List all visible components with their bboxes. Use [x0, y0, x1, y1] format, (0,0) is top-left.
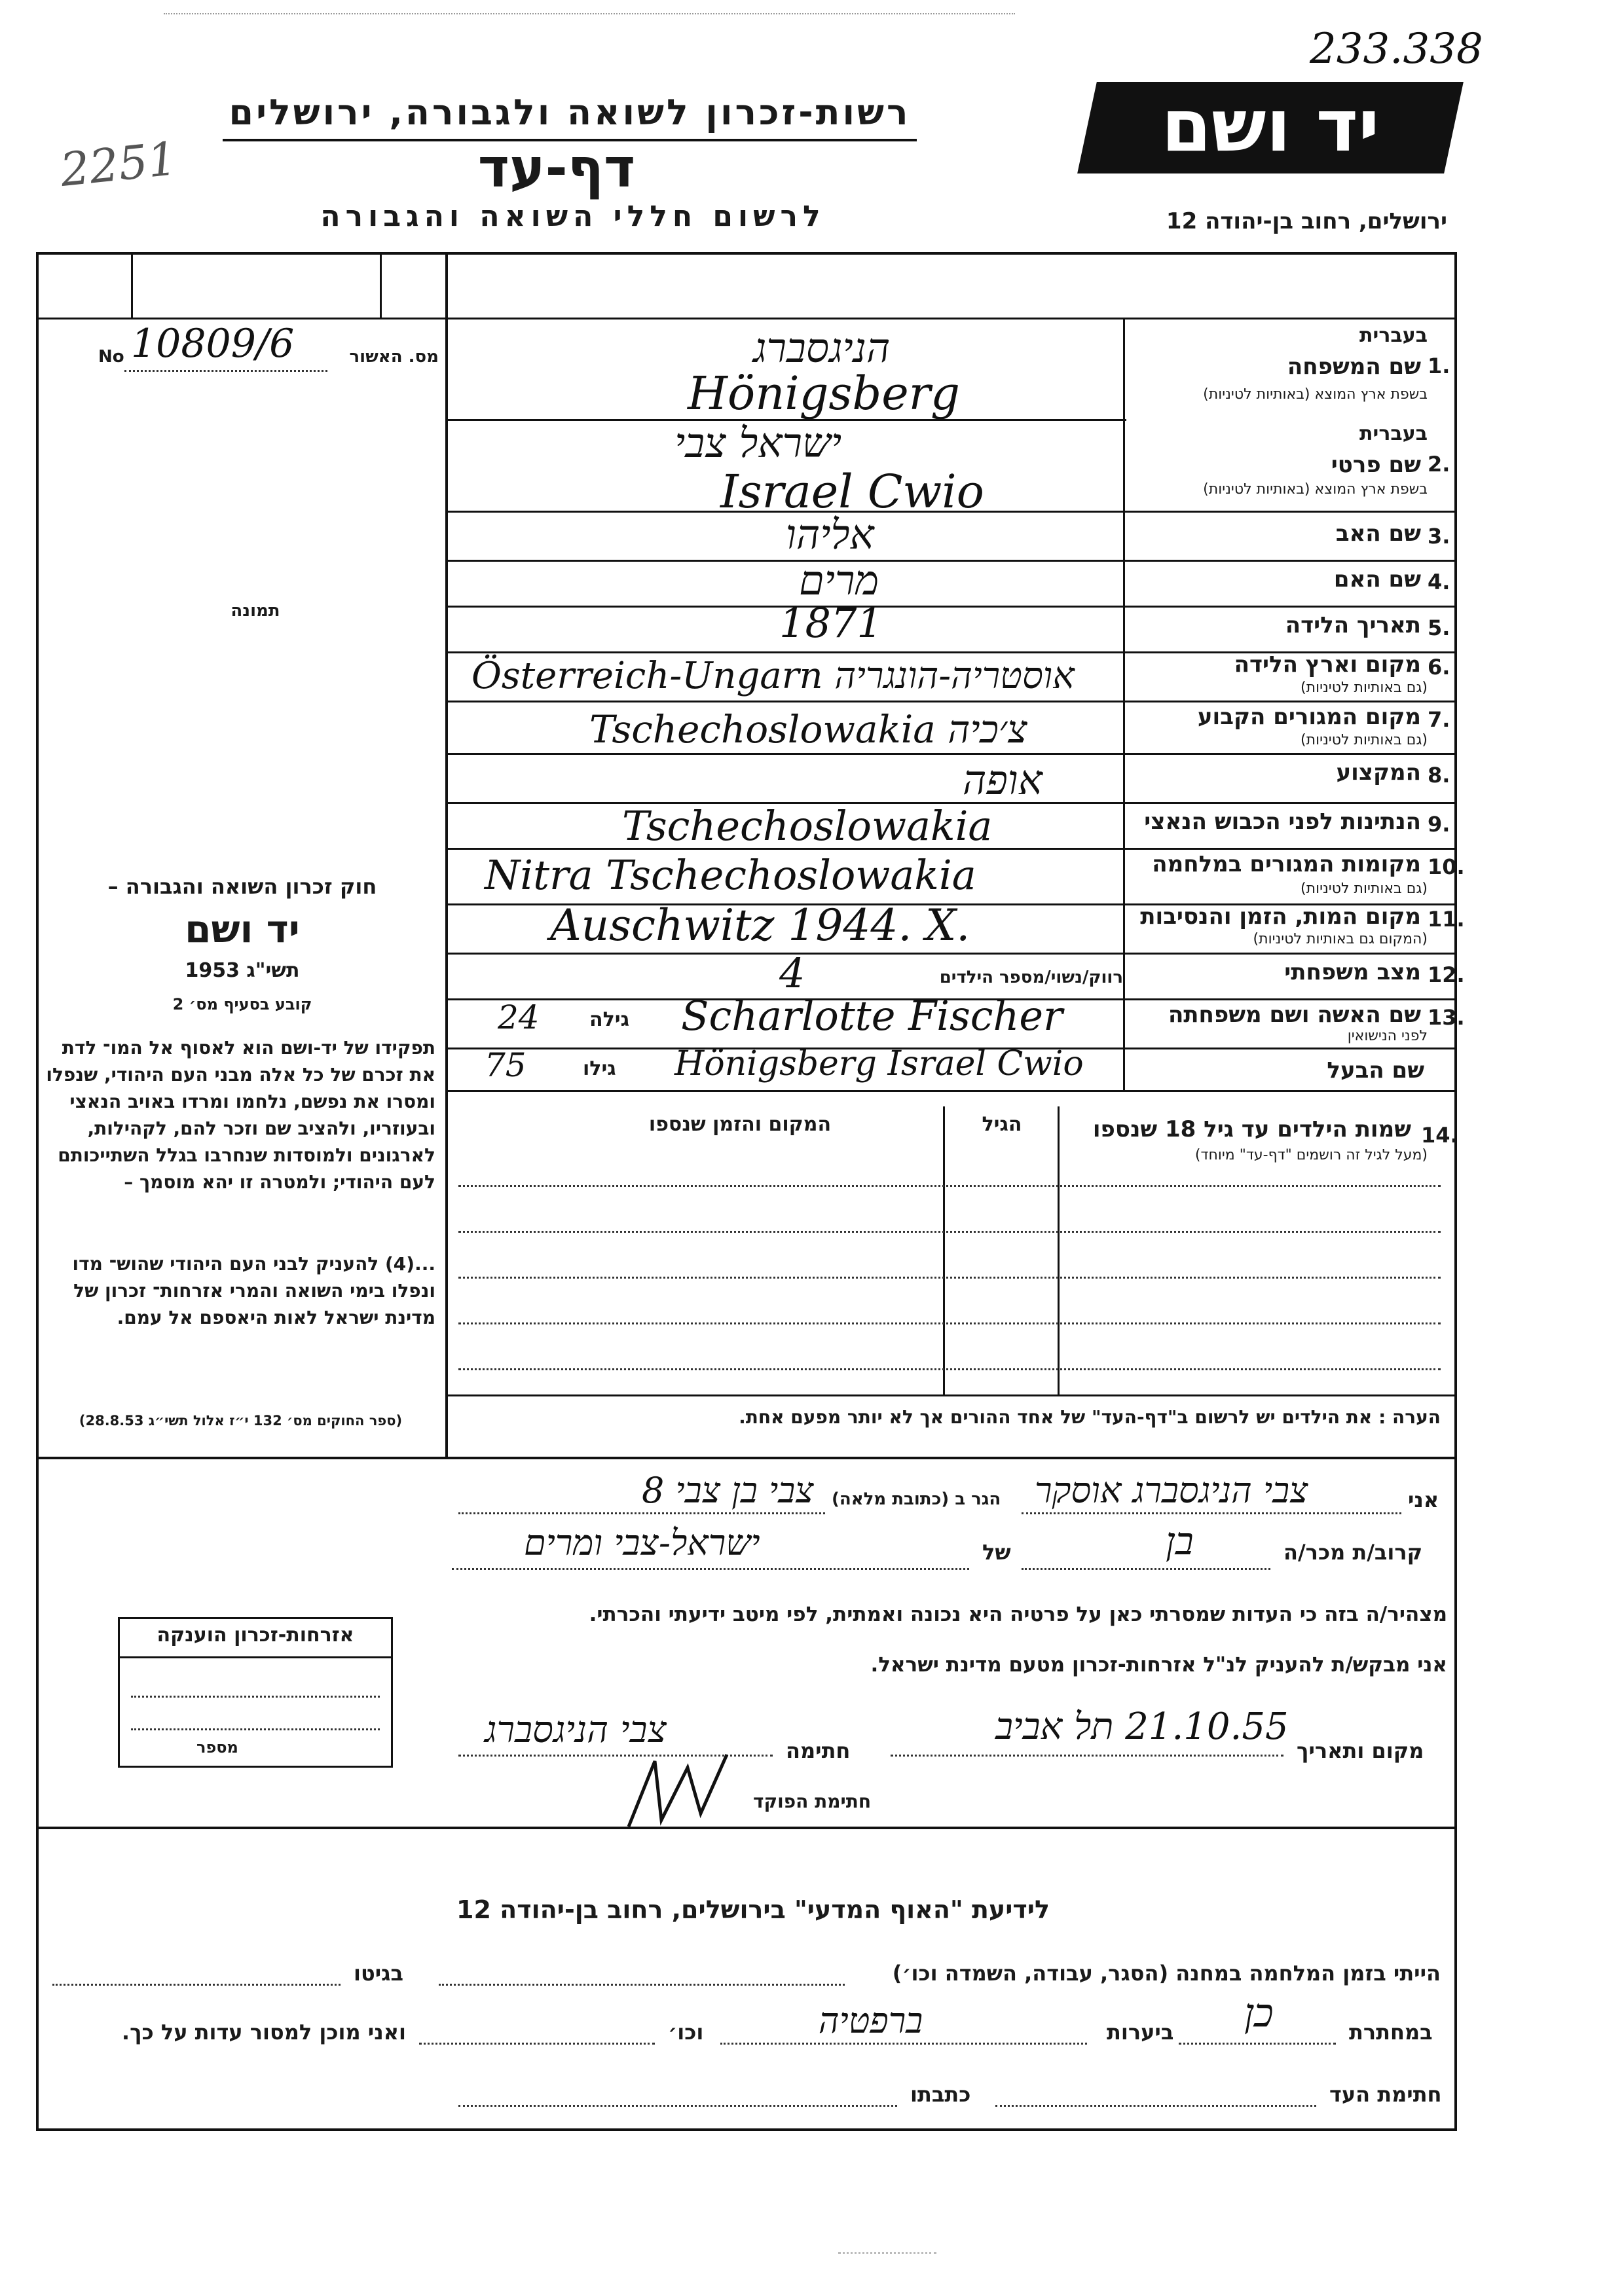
- decl-resides-label: הגר ב (כתובת מלאה): [832, 1489, 1001, 1509]
- citizenship-box-line-3: [131, 1728, 380, 1730]
- decl-statement: מצהיר/ה בזה כי העדות שמסרתי כאן על פרטיה היא נכונה ואמתית, לפי מיטב ידיעתי והכרתי.: [589, 1603, 1447, 1626]
- official-signature-scribble: [616, 1748, 747, 1846]
- children-col-age: הגיל: [982, 1113, 1022, 1136]
- children-row-2: [458, 1231, 1441, 1233]
- field-6-value: Österreich-Ungarn אוסטריה-הונגריה: [471, 655, 1075, 697]
- archive-stamp-number: 2251: [58, 131, 179, 198]
- witness-underground-label: במחתרת: [1349, 2020, 1433, 2045]
- field-1-number: 1.: [1428, 354, 1450, 378]
- husband-value: Hönigsberg Israel Cwio: [674, 1044, 1084, 1084]
- field-1-latin-value: Hönigsberg: [688, 367, 960, 420]
- field-2-sub: בשפת ארץ המוצא (באותיות לטיניות): [1203, 481, 1428, 498]
- field-2-label: שם פרטי: [1331, 452, 1421, 478]
- strip-tick-1: [131, 252, 133, 318]
- witness-top-line: [36, 1827, 1457, 1829]
- husband-age-label: גילו: [583, 1057, 616, 1080]
- law-year-hebrew: תשי"ג: [246, 959, 300, 982]
- field-2-lang: בעברית: [1359, 422, 1428, 445]
- field-13-age-label: גילה: [589, 1008, 629, 1031]
- decl-i-label: אני: [1408, 1487, 1439, 1512]
- witness-signature-line: [995, 2105, 1316, 2107]
- citizenship-box-title: אזרחות-זכרון הוענקה: [157, 1624, 354, 1647]
- decl-of-name: ישראל-צבי ומרים: [524, 1522, 760, 1563]
- field-3-label: שם האב: [1335, 520, 1421, 547]
- children-row-1: [458, 1185, 1441, 1187]
- field-10-label: מקומות המגורים במלחמה: [1152, 851, 1421, 877]
- decl-place-date-line: [891, 1755, 1283, 1757]
- decl-relation: בן: [1166, 1519, 1194, 1563]
- field-4-value: מרים: [799, 556, 879, 604]
- field-7-label: מקום המגורים הקבוע: [1197, 704, 1421, 730]
- decl-of-label: של: [982, 1540, 1011, 1565]
- field-8-value: אופה: [963, 756, 1043, 804]
- decl-official-label: חתימת הפוקד: [753, 1791, 872, 1812]
- field-7-value: Tschechoslowakia צ׳כיה: [589, 707, 1027, 752]
- approval-no-prefix: No: [98, 347, 124, 367]
- decl-request: אני מבקש/ת להעניק לנ"ל אזרחות-זכרון מטעם מדינת ישראל.: [870, 1653, 1447, 1677]
- label-column-divider: [1123, 318, 1125, 1090]
- children-row-5: [458, 1368, 1441, 1370]
- field-13-label: שם האשה ושם משפחתה: [1168, 1002, 1421, 1028]
- field-7-number: 7.: [1428, 707, 1450, 732]
- field-11-value: Auschwitz 1944. X.: [550, 900, 970, 951]
- witness-underground-value: כן: [1244, 1990, 1274, 2036]
- field-12-sub: רווק/נשוי/מספר הילדים: [939, 968, 1123, 987]
- witness-underground-line: [1179, 2043, 1336, 2045]
- children-row-4: [458, 1322, 1441, 1324]
- note-bottom-line: [36, 1457, 1457, 1459]
- field-2-hebrew-value: ישראל צבי: [674, 419, 842, 467]
- field-1-sub: בשפת ארץ המוצא (באותיות לטיניות): [1203, 386, 1428, 403]
- field-11-number: 11.: [1428, 907, 1465, 932]
- note-top-line: [445, 1394, 1457, 1396]
- citizenship-box-line-2: [131, 1696, 380, 1698]
- row-sep-4: [445, 606, 1457, 608]
- law-name: יד ושם: [185, 907, 300, 951]
- witness-partisans-value: ברפטיה: [819, 2000, 923, 2041]
- photo-label: תמונה: [231, 601, 280, 621]
- field-10-value: Nitra Tschechoslowakia: [485, 851, 976, 899]
- field-12-number: 12.: [1428, 962, 1465, 987]
- children-row-3: [458, 1277, 1441, 1279]
- decl-address-line: [458, 1512, 825, 1514]
- decl-of-line: [452, 1568, 969, 1570]
- top-reference-number: 233.338: [1310, 25, 1483, 73]
- field-3-number: 3.: [1428, 524, 1450, 549]
- decl-relative-label: קרוב/ת מכר/ה: [1283, 1540, 1423, 1565]
- row-sep-6: [445, 701, 1457, 702]
- field-5-number: 5.: [1428, 615, 1450, 640]
- top-strip-line: [36, 318, 1457, 319]
- law-reference: (ספר החוקים מס׳ 132 י״ז אלול תשי״ג 28.8.53): [79, 1413, 403, 1429]
- field-6-label: מקום וארץ הלידה: [1234, 651, 1421, 678]
- field-4-label: שם האם: [1333, 566, 1421, 592]
- field-14-label: שמות הילדים עד גיל 18 שנספו: [1092, 1116, 1411, 1142]
- law-paragraph-1: תפקידו של יד-ושם הוא לאסוף אל המו־ לדת את זכרם של כל אלה מבני העם היהודי, שנפלו ומסרו את נפשם, נלחמו ומרדו באויב הנאצי ובעוזריו, ולהציב שם וזכר להם, לקהילות, לארגונים ולמוסדות שנחרבו בגלל השתייכותם לעם היהודי; ולמטרה זו יהא מוסמך –: [46, 1037, 435, 1193]
- law-paragraph-2: ...(4) להעניק לבני העם היהודי שהוש־ מדו ונפלו בימי השואה והמרי אזרחות־ זכרון של מדינת ישראל לאות היאספם אל עמם.: [72, 1253, 435, 1328]
- field-5-label: תאריך הלידה: [1285, 612, 1421, 638]
- witness-ready-label: ואני מוכן למסור עדות על כך.: [121, 2020, 406, 2045]
- witness-address-line: [458, 2105, 897, 2107]
- witness-partisans-label: ביערות: [1107, 2020, 1174, 2045]
- field-1-hebrew-value: הניגסברג: [753, 324, 891, 372]
- law-section: קובע בסעיף מס׳ 2: [172, 995, 312, 1013]
- approval-number-value: 10809/6: [131, 321, 295, 367]
- children-col-sep-2: [943, 1106, 945, 1394]
- yad-vashem-logo-text: יד ושם: [1161, 84, 1380, 168]
- field-13-number: 13.: [1428, 1005, 1465, 1030]
- decl-i-name: צבי הניגסברג אוסקר: [1035, 1470, 1308, 1511]
- children-col-place: המקום והזמן שנספו: [648, 1113, 832, 1136]
- witness-camp-label: הייתי בזמן המלחמה במחנה (הסגר, עבודה, השמדה וכו׳): [892, 1961, 1441, 1986]
- field-13-value: Scharlotte Fischer: [681, 992, 1063, 1040]
- citizenship-box-line-1: [118, 1656, 393, 1658]
- row-sep-11: [445, 953, 1457, 955]
- form-title: דף-עד: [477, 137, 636, 200]
- field-5-value: 1871: [779, 599, 883, 647]
- scan-noise-mark: [838, 2252, 936, 2280]
- field-11-label: מקום המות, הזמן והנסיבות: [1140, 903, 1421, 930]
- decl-place-date: 21.10.55 תל אביב: [995, 1705, 1289, 1748]
- witness-etc-label: וכו׳: [668, 2020, 704, 2045]
- strip-tick-2: [380, 252, 382, 318]
- field-12-value: 4: [779, 949, 805, 997]
- witness-etc-line: [419, 2043, 655, 2045]
- field-7-sub: (גם באותיות לטיניות): [1301, 732, 1428, 748]
- note-text: הערה : את הילדים יש לרשום ב"דף-העד" של אחד ההורים אך לא יותר מפעם אחת.: [739, 1406, 1441, 1428]
- form-subtitle: לרשום חללי השואה והגבורה: [320, 200, 826, 233]
- witness-header: לידיעת "האוף המדעי" בירושלים, רחוב בן-יהודה 12: [456, 1895, 1050, 1924]
- field-6-number: 6.: [1428, 655, 1450, 680]
- husband-label: שם הבעל: [1327, 1057, 1424, 1084]
- field-6-sub: (גם באותיות לטיניות): [1301, 680, 1428, 696]
- decl-place-date-label: מקום ותאריך: [1297, 1738, 1424, 1763]
- field-9-number: 9.: [1428, 812, 1450, 837]
- witness-signature-label: חתימת העד: [1329, 2082, 1442, 2107]
- field-12-label: מצב משפחתי: [1284, 959, 1421, 985]
- field-2-number: 2.: [1428, 452, 1450, 477]
- approval-line: [124, 370, 327, 372]
- field-8-label: המקצוע: [1336, 759, 1421, 786]
- address-header: ירושלים, רחוב בן-יהודה 12: [1166, 208, 1447, 234]
- witness-camp-line: [439, 1984, 845, 1986]
- row-sep-7: [445, 753, 1457, 755]
- field-2-latin-value: Israel Cwio: [720, 465, 984, 519]
- husband-age-value: 75: [485, 1046, 526, 1084]
- witness-ghetto-label: בגיטו: [354, 1961, 403, 1986]
- field-4-number: 4.: [1428, 570, 1450, 594]
- witness-address-label: כתבתו: [910, 2082, 971, 2107]
- decl-i-line: [1022, 1512, 1401, 1514]
- law-title: חוק זכרון השואה והגבורה –: [107, 874, 377, 899]
- law-year: [59, 959, 426, 982]
- children-col-sep-1: [1058, 1106, 1060, 1394]
- field-13-sub: לפני הנישואין: [1347, 1028, 1428, 1044]
- decl-address: צבי בן צבי 8: [642, 1470, 814, 1511]
- field-10-number: 10.: [1428, 854, 1465, 879]
- field-10-sub: (גם באותיות לטיניות): [1301, 881, 1428, 897]
- field-14-number: 14.: [1421, 1123, 1458, 1148]
- field-1-label: שם המשפחה: [1287, 354, 1421, 380]
- field-3-value: אליהו: [786, 511, 874, 558]
- citizenship-box-number-label: מספר: [196, 1738, 238, 1757]
- field-11-sub: (המקום גם באותיות לטיניות): [1253, 931, 1428, 947]
- left-column-divider: [445, 252, 448, 1457]
- decl-signature: צבי הניגסברג: [485, 1709, 667, 1751]
- field-13-age-value: 24: [498, 998, 540, 1036]
- witness-ghetto-line: [52, 1984, 341, 1986]
- scan-mark-line: [164, 13, 1015, 14]
- approval-label: מס. האשור: [349, 347, 439, 367]
- field-8-number: 8.: [1428, 763, 1450, 788]
- field-14-sub: (מעל לגיל זה רושמים "דף-עד" מיוחד): [1194, 1147, 1428, 1163]
- witness-partisans-line: [720, 2043, 1087, 2045]
- row-sep-14: [445, 1090, 1457, 1092]
- row-sep-3: [445, 560, 1457, 562]
- field-9-value: Tschechoslowakia: [622, 802, 993, 850]
- law-year-number: 1953: [185, 959, 240, 982]
- decl-relation-line: [1022, 1568, 1270, 1570]
- authority-title: רשות-זכרון לשואה ולגבורה, ירושלים: [229, 92, 911, 133]
- field-9-label: הנתינות לפני הכבוש הנאצי: [1144, 809, 1421, 835]
- field-1-lang: בעברית: [1359, 324, 1428, 347]
- decl-signature-label: חתימה: [786, 1738, 851, 1763]
